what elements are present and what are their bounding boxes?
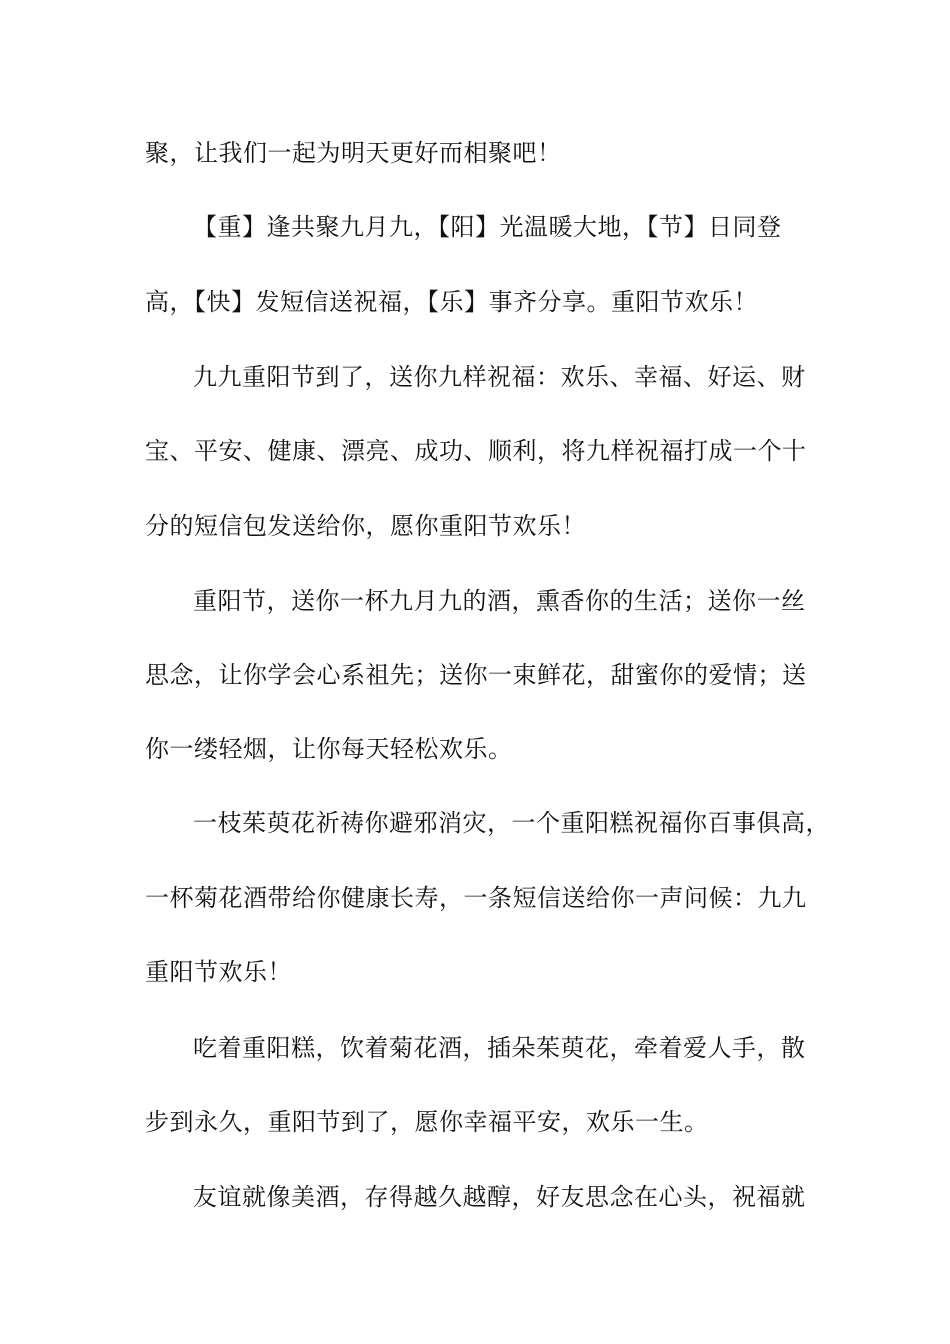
text-line: 思念，让你学会心系祖先；送你一束鲜花，甜蜜你的爱情；送 [145, 661, 807, 689]
text-line: 一枝茱萸花祈祷你避邪消灾，一个重阳糕祝福你百事俱高， [193, 809, 830, 837]
text-line: 聚，让我们一起为明天更好而相聚吧！ [145, 139, 562, 167]
text-line: 吃着重阳糕，饮着菊花酒，插朵茱萸花，牵着爱人手，散 [193, 1034, 806, 1062]
text-line: 分的短信包发送给你，愿你重阳节欢乐！ [145, 512, 586, 540]
text-line: 九九重阳节到了，送你九样祝福：欢乐、幸福、好运、财 [193, 363, 806, 391]
text-line: 宝、平安、健康、漂亮、成功、顺利，将九样祝福打成一个十 [145, 437, 807, 465]
text-line: 重阳节，送你一杯九月九的酒，熏香你的生活；送你一丝 [193, 587, 806, 615]
text-line: 重阳节欢乐！ [145, 958, 292, 986]
text-line: 步到永久，重阳节到了，愿你幸福平安，欢乐一生。 [145, 1108, 709, 1136]
text-line: 一杯菊花酒带给你健康长寿，一条短信送给你一声问候：九九 [145, 884, 807, 912]
text-line: 【重】逢共聚九月九，【阳】光温暖大地，【节】日同登 [193, 213, 782, 241]
text-line: 友谊就像美酒，存得越久越醇，好友思念在心头，祝福就 [193, 1183, 806, 1211]
text-line: 你一缕轻烟，让你每天轻松欢乐。 [145, 735, 513, 763]
text-line: 高，【快】发短信送祝福，【乐】事齐分享。重阳节欢乐！ [145, 288, 758, 316]
